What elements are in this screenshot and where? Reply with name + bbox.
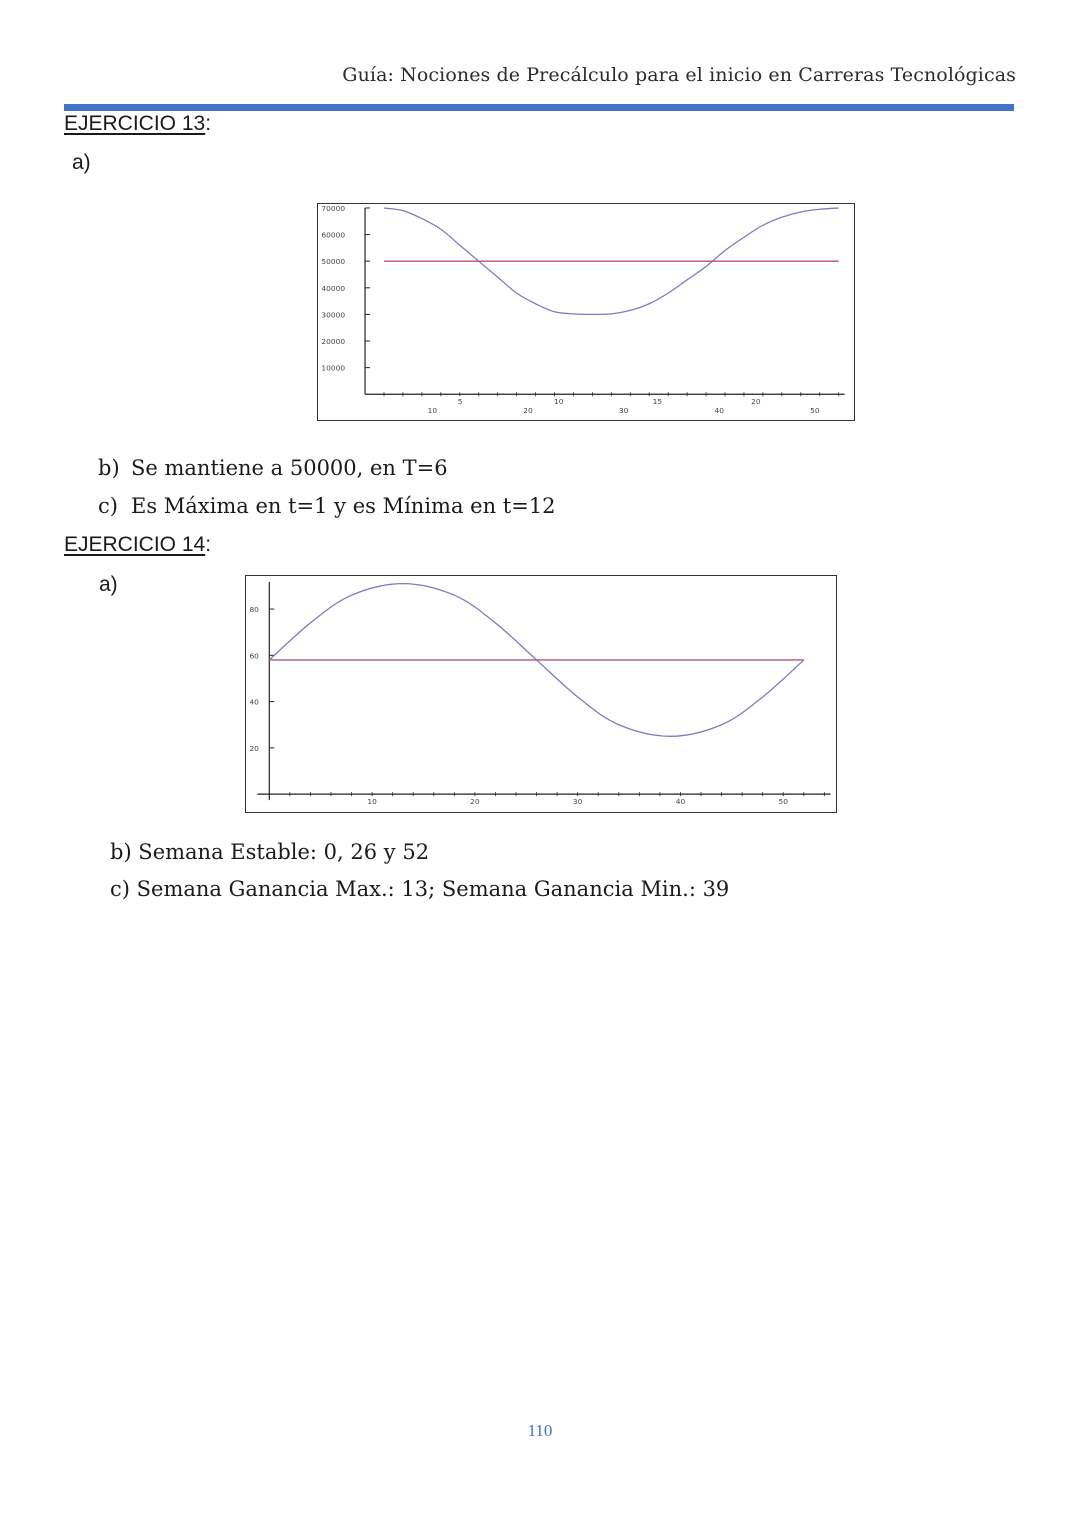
exercise-13-heading [64,112,211,136]
x-tick-label-row2: 30 [618,406,629,416]
chart-13-svg [318,204,854,420]
exercise-13-answer-b [98,456,448,480]
x-tick-label-row2: 40 [714,406,724,416]
x-tick-label-row2: 20 [523,406,533,416]
chart-13 [317,203,855,421]
exercise-14-answer-c: c) Semana Ganancia Max.: 13; Semana Ganancia Min.: 39 [110,877,730,901]
exercise-14-answer-b: b) Semana Estable: 0, 26 y 52 [110,840,430,864]
x-tick-label: 30 [572,797,583,807]
x-tick-label: 10 [367,797,377,807]
y-tick-label: 50000 [321,257,346,267]
x-tick-label-row2: 50 [810,406,820,416]
y-tick-label: 20 [249,743,259,753]
chart-14 [245,575,837,813]
exercise-14-part-a: a) [99,573,118,596]
y-tick-label: 40000 [321,283,346,293]
exercise-13-answer-b-label: b) [98,456,120,480]
x-tick-label-row1: 5 [457,397,463,407]
y-tick-label: 30000 [321,310,346,320]
exercise-13-answer-b-text: Se mantiene a 50000, en T=6 [131,456,448,480]
y-tick-label: 10000 [321,363,346,373]
y-tick-label: 80 [249,605,259,615]
x-tick-label: 40 [675,797,686,807]
exercise-14-heading-text: EJERCICIO 14 [64,533,206,556]
exercise-13-answer-c [98,494,556,518]
exercise-14-heading-colon: : [205,533,212,556]
exercise-13-answer-c-label: c) [98,494,118,518]
y-tick-label: 60 [249,651,259,661]
exercise-13-heading-colon: : [205,112,212,135]
y-tick-label: 40 [249,697,259,707]
x-tick-label-row1: 15 [652,397,663,407]
header-rule [64,104,1014,111]
x-tick-label-row2: 10 [427,406,438,416]
exercise-13-part-a: a) [72,151,91,174]
x-tick-label: 50 [778,797,788,807]
y-tick-label: 70000 [321,204,346,213]
y-tick-label: 20000 [321,336,346,346]
exercise-13-heading-text: EJERCICIO 13 [64,112,206,135]
x-tick-label-row1: 20 [751,397,761,407]
page-number: 110 [527,1421,553,1440]
x-tick-label: 20 [470,797,480,807]
exercise-13-answer-c-text: Es Máxima en t=1 y es Mínima en t=12 [131,494,556,518]
exercise-14-heading [64,533,211,557]
page-header-title: Guía: Nociones de Precálculo para el inicio en Carreras Tecnológicas [342,64,1016,86]
y-tick-label: 60000 [321,230,346,240]
x-tick-label-row1: 10 [554,397,564,407]
chart-14-svg [246,576,836,812]
